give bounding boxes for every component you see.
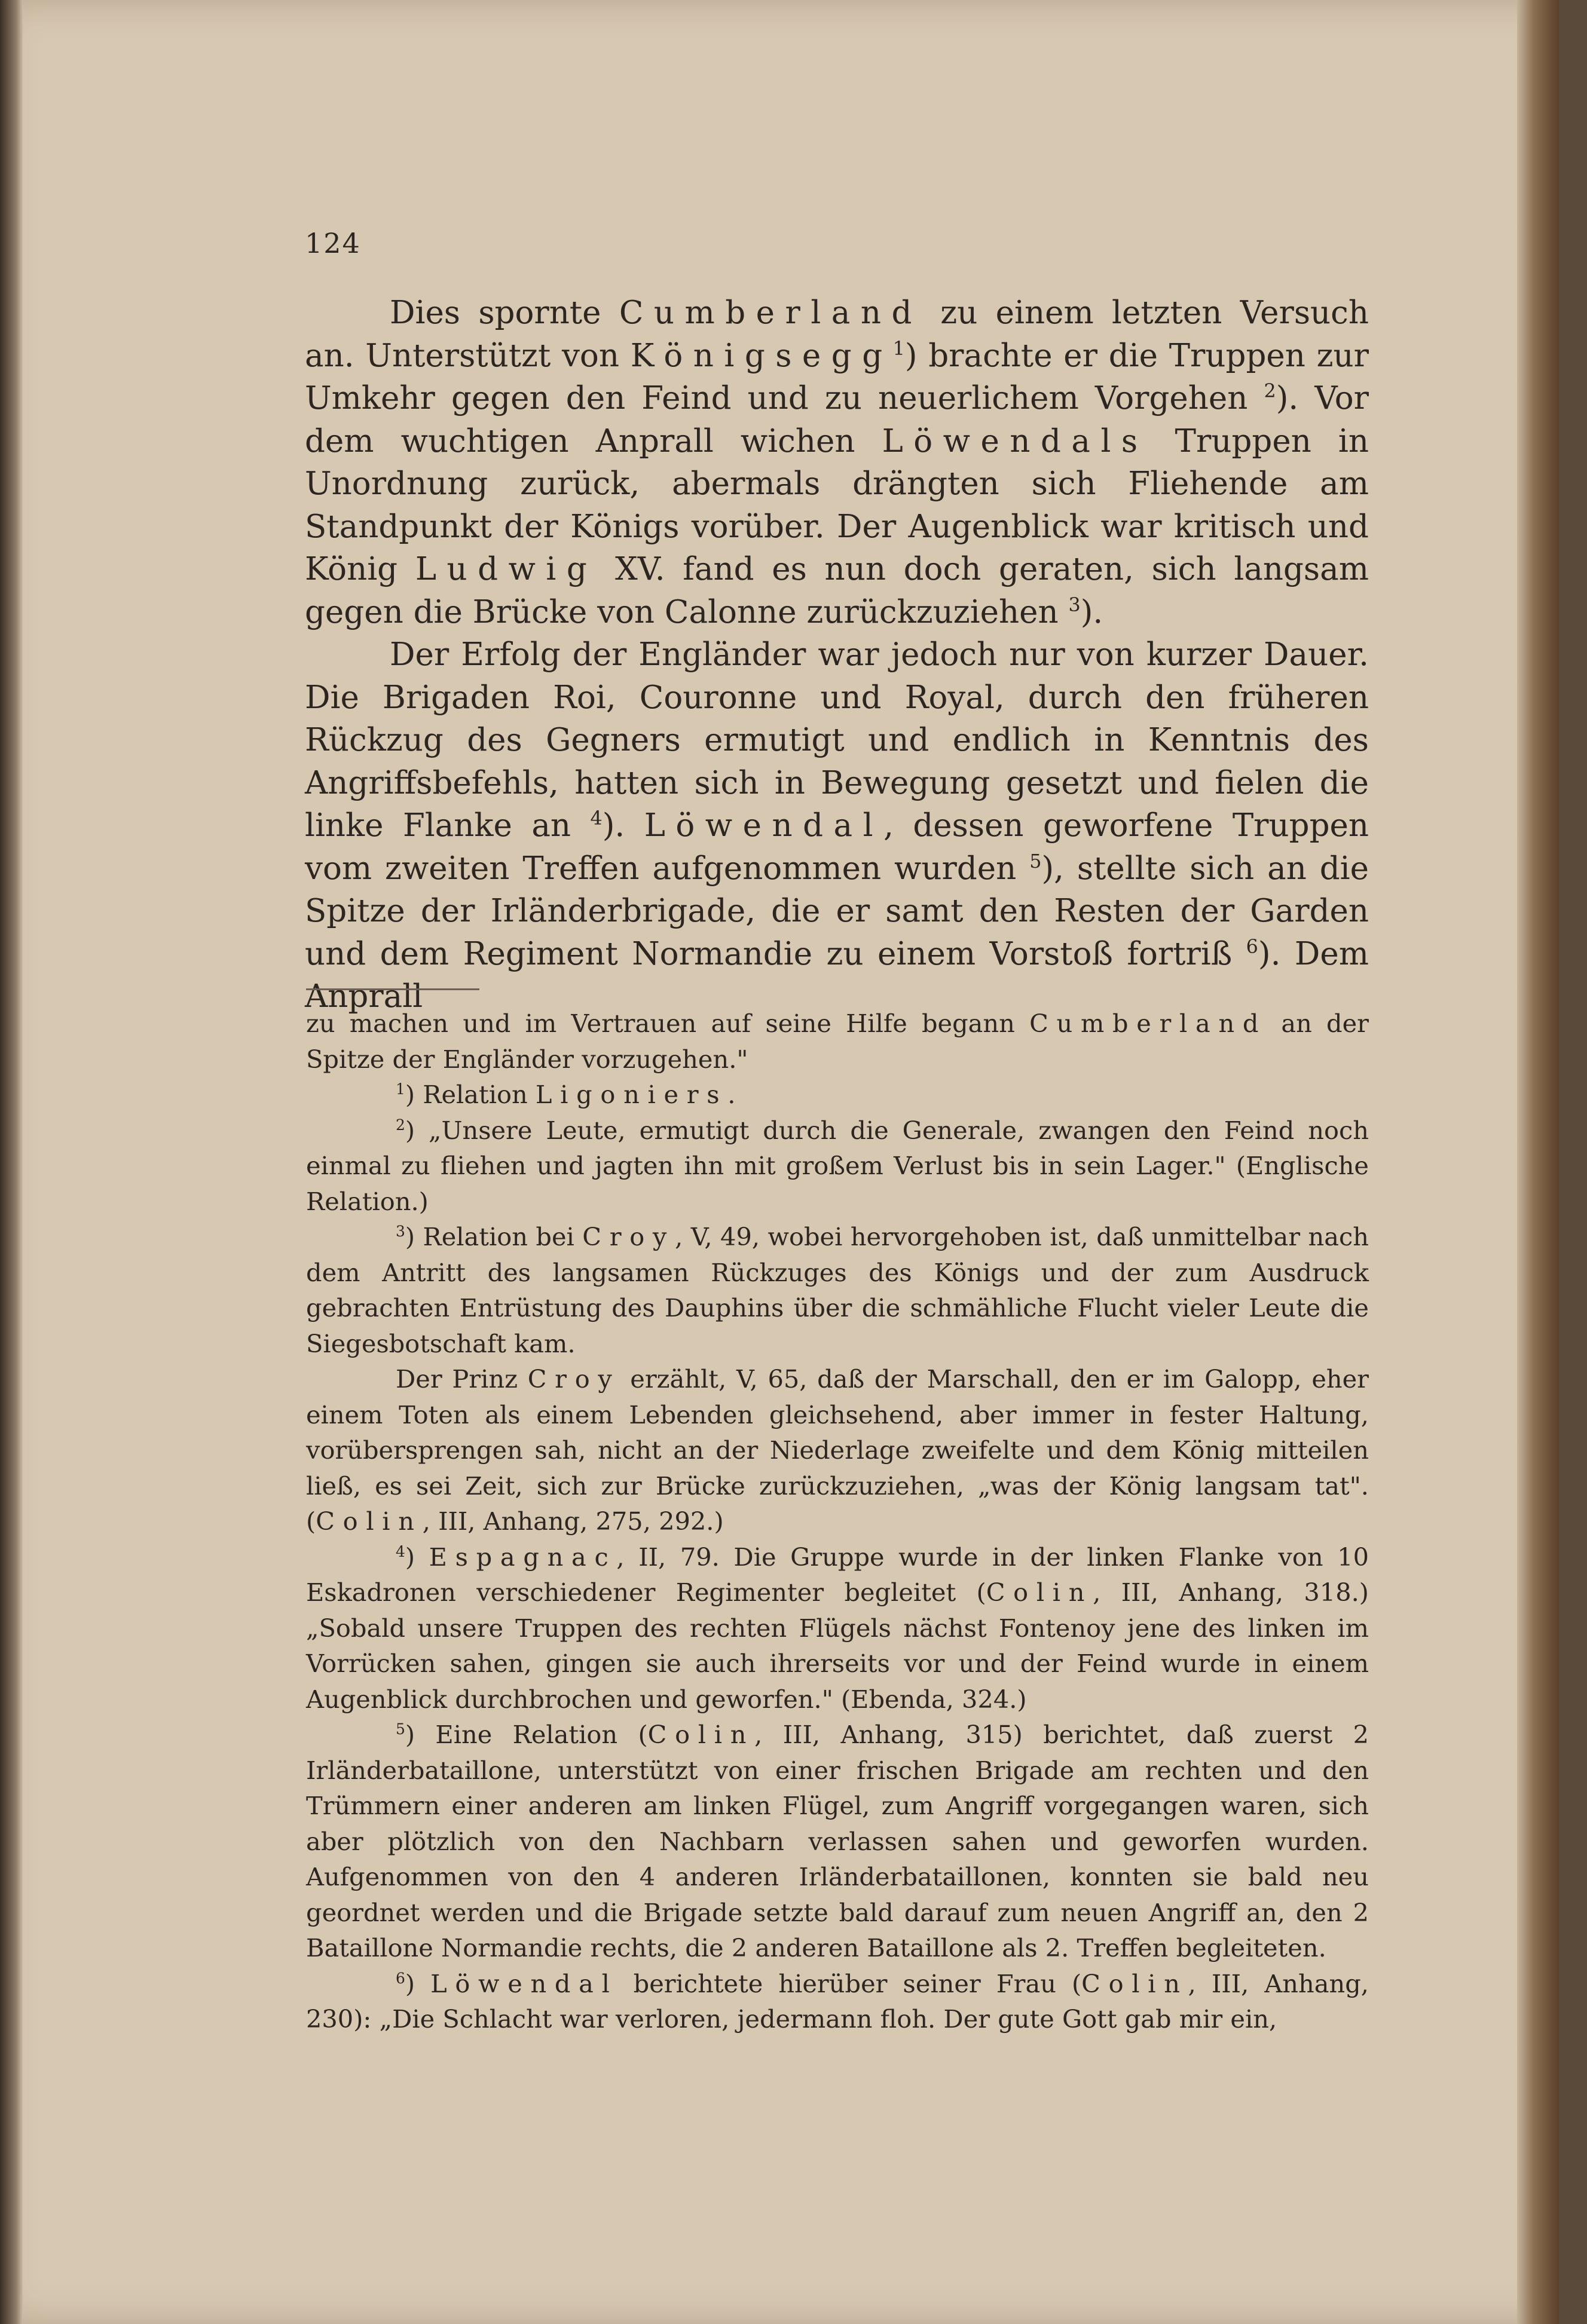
footnote-mark: 3 [396, 1223, 405, 1241]
footnote-ref: 6 [1246, 935, 1258, 958]
footnote-2 [306, 1113, 1369, 1220]
footnote-5 [306, 1717, 1369, 1966]
main-text [305, 292, 1369, 1018]
footnote-mark: 2 [396, 1116, 405, 1134]
footnote-ref: 5 [1029, 850, 1042, 872]
text-run: ) Relation bei [405, 1222, 583, 1251]
footnote-ref: 3 [1068, 593, 1081, 616]
text-run: , III, Anhang, 318.) „Sobald unsere Truppen des rechten Flügels nächst Fontenoy jene des linken im Vorrücken sahen, gingen sie auch ihrerseits vor und der Feind wurde in einem Augenblick durchbrochen und geworfen." (Ebenda, 324.) [306, 1578, 1369, 1714]
spaced-name: Cumberland [619, 295, 922, 331]
spaced-name: Ligoniers [535, 1080, 728, 1109]
text-run: an der Spitze der Engländer vorzugehen." [306, 1009, 1369, 1074]
text-run: ). Dem Anprall [305, 935, 1369, 1015]
footnote-4 [306, 1539, 1369, 1717]
footnote-3 [306, 1219, 1369, 1361]
spaced-name: Löwendal [644, 807, 884, 844]
text-run: zu machen und im Vertrauen auf seine Hilfe begann [306, 1009, 1030, 1038]
text-run: , III, Anhang, 275, 292.) [422, 1507, 724, 1536]
spaced-name: Colin [986, 1578, 1093, 1607]
text-run: . [727, 1080, 736, 1109]
footnote-3-continued [306, 1361, 1369, 1539]
spaced-name: Colin [647, 1720, 755, 1749]
footnote-1 [306, 1077, 1369, 1113]
spaced-name: Cumberland [1029, 1009, 1267, 1038]
spaced-name: Ludwig [415, 551, 598, 587]
text-run: ) „Unsere Leute, ermutigt durch die Generale, zwangen den Feind noch einmal zu fliehen und jagten ihn mit großem Verlust bis in sein Lager." (Englische Relation.) [306, 1115, 1369, 1216]
footnote-6 [306, 1966, 1369, 2037]
spaced-name: Croy [527, 1364, 620, 1394]
text-run: ). [602, 807, 644, 844]
footnote-mark: 1 [396, 1080, 405, 1098]
text-run: ), stellte sich an die Spitze der Irländerbrigade, die er samt den Resten der Garden und dem Regiment Normandie zu einem Vorstoß fortriß [305, 850, 1369, 972]
text-run: , III, Anhang, 315) berichtet, daß zuerst 2 Irländerbataillone, unterstützt von einer frischen Brigade am rechten und den Trümmern einer anderen am linken Flügel, zum Angriff vorgegangen waren, sich aber plötzlich von den Nachbarn verlassen sahen und geworfen wurden. Aufgenommen von den 4 anderen Irländerbataillonen, konnten sie bald neu geordnet werden und die Brigade setzte bald darauf zum neuen Angriff an, den 2 Bataillone Normandie rechts, die 2 anderen Bataillone als 2. Treffen begleiteten. [306, 1720, 1369, 1962]
text-run: , V, 49, wobei hervorgehoben ist, daß unmittelbar nach dem Antritt des langsamen Rückzuges des Königs und der zum Ausdruck gebrachten Entrüstung des Dauphins über die schmähliche Flucht vieler Leute die Siegesbotschaft kam. [306, 1222, 1369, 1358]
text-run: Truppen in Unordnung zurück, abermals drängten sich Fliehende am Standpunkt der Königs vorüber. Der Augenblick war kritisch und König [305, 422, 1369, 587]
page-gutter-shadow [0, 0, 23, 2324]
text-run: ) brachte er die Truppen zur Umkehr gegen den Feind und zu neuerlichem Vorgehen [305, 337, 1369, 417]
text-run: Der Erfolg der Engländer war jedoch nur von kurzer Dauer. Die Brigaden Roi, Couronne und Royal, durch den früheren Rückzug des Gegners ermutigt und endlich in Kenntnis des Angriffsbefehls, hatten sich in Bewegung gesetzt und fielen die linke Flanke an [305, 636, 1369, 844]
footnote-continuation [306, 1006, 1369, 1077]
text-run: erzählt, V, 65, daß der Marschall, den er im Galopp, eher einem Toten als einem Lebenden gleichsehend, aber immer in fester Haltung, vorübersprengen sah, nicht an der Niederlage zweifelte und dem König mitteilen ließ, es sei Zeit, sich zur Brücke zurückzuziehen, „was der König langsam tat". ( [306, 1364, 1369, 1536]
text-run: XV. fand es nun doch geraten, sich langsam gegen die Brücke von Calonne zurückzuziehen [305, 551, 1369, 630]
spaced-name: Löwendals [882, 422, 1148, 460]
spaced-name: Espagnac [429, 1542, 617, 1572]
text-run: Dies spornte [390, 295, 619, 331]
footnote-ref: 4 [590, 807, 603, 829]
footnotes [306, 1006, 1369, 2037]
paragraph-2 [305, 633, 1369, 1018]
text-run: zu einem letzten Versuch an. Unterstützt von [305, 295, 1369, 374]
paragraph-1 [305, 292, 1369, 633]
footnote-separator [306, 988, 479, 990]
text-run: ) Eine Relation ( [405, 1720, 648, 1749]
spaced-name: Königsegg [630, 337, 893, 374]
footnote-ref: 2 [1264, 379, 1276, 402]
text-run: ). [1080, 593, 1103, 630]
page-edge [1517, 0, 1559, 2324]
footnote-mark: 5 [396, 1720, 405, 1738]
footnote-mark: 4 [396, 1542, 405, 1560]
spaced-name: Colin [316, 1507, 423, 1536]
spaced-name: Colin [1081, 1968, 1188, 1998]
text-run: , II, 79. Die Gruppe wurde in der linken Flanke von 10 Eskadronen verschiedener Regimenter begleitet ( [306, 1542, 1369, 1607]
text-run: ) [405, 1542, 429, 1572]
text-run: Der Prinz [396, 1364, 528, 1394]
page-number: 124 [305, 227, 361, 259]
text-run: ) Relation [405, 1080, 536, 1109]
spaced-name: Croy [582, 1222, 675, 1251]
spaced-name: Löwendal [430, 1968, 618, 1998]
text-run: , III, Anhang, 230): „Die Schlacht war verloren, jedermann floh. Der gute Gott gab mir ein, [306, 1968, 1369, 2034]
text-run: , dessen geworfene Truppen vom zweiten Treffen aufgenommen wurden [305, 807, 1369, 887]
text-run: ) [405, 1968, 431, 1998]
text-run: ). Vor dem wuchtigen Anprall wichen [305, 380, 1369, 460]
footnote-mark: 6 [396, 1969, 405, 1987]
footnote-ref: 1 [892, 337, 905, 360]
text-run: berichtete hierüber seiner Frau ( [617, 1968, 1082, 1998]
